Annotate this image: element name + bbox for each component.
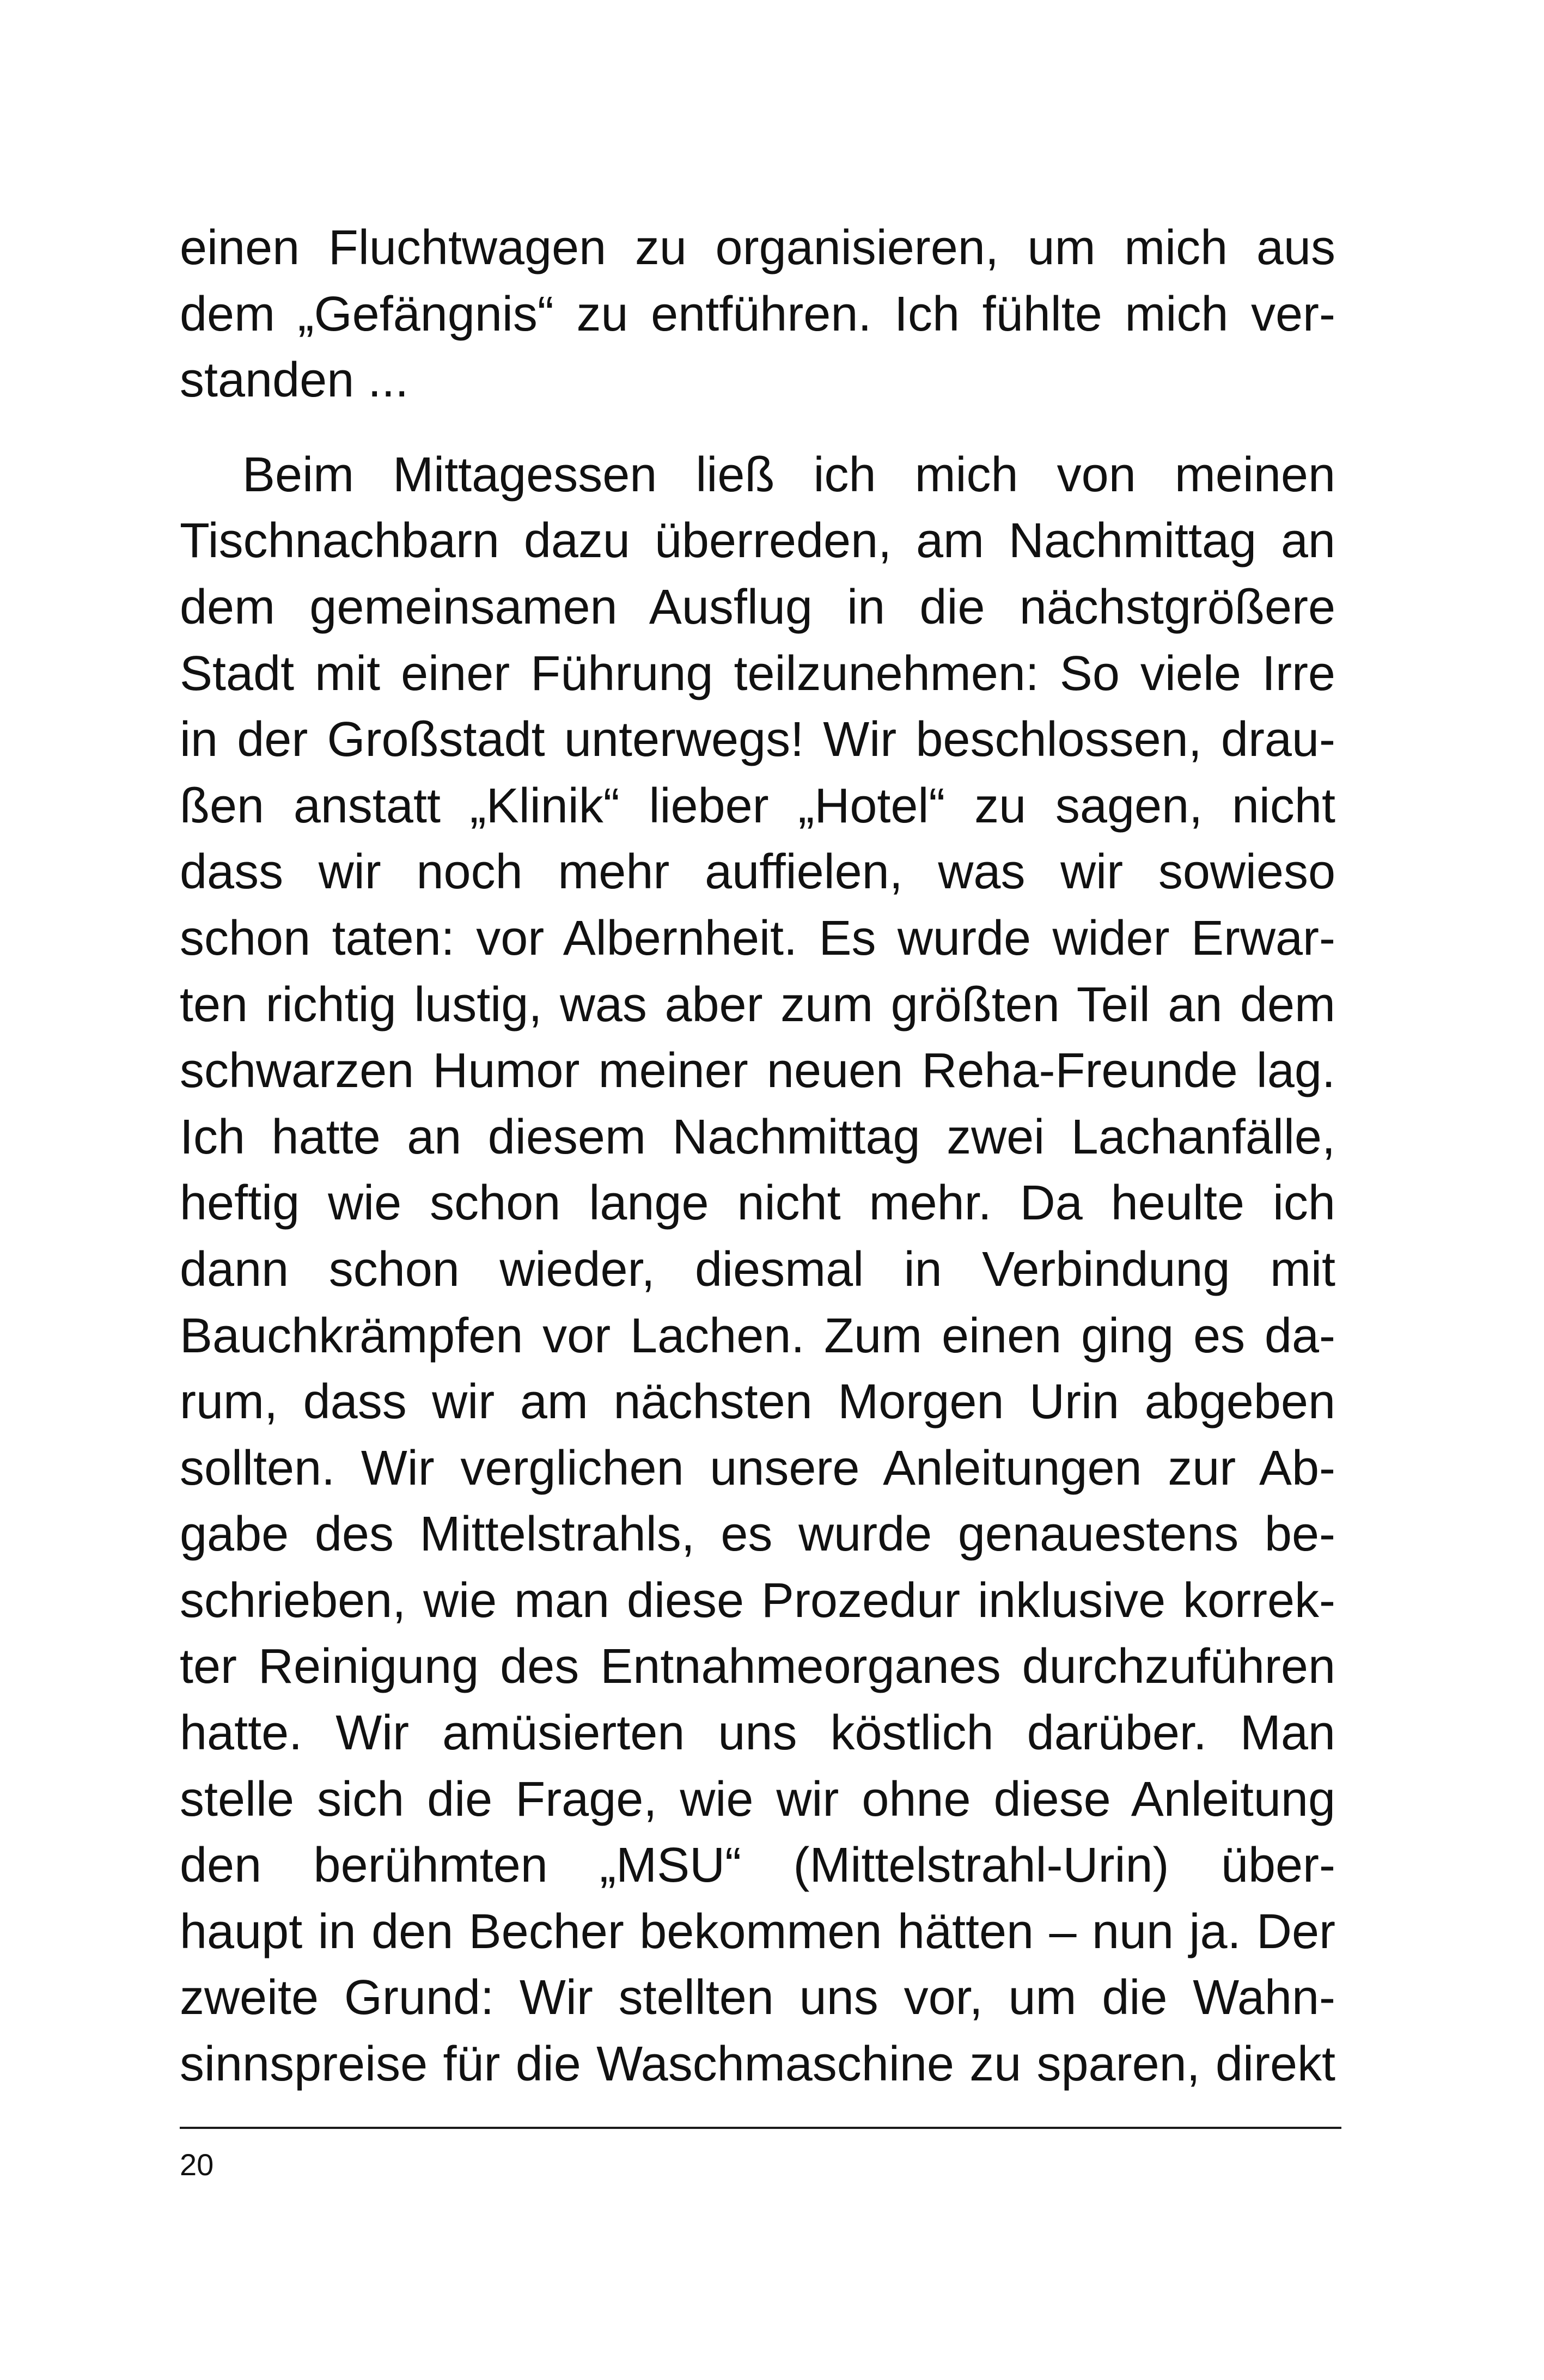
text-line: stelle sich die Frage, wie wir ohne diese Anleitung [180, 1772, 1335, 1827]
text-line: gabe des Mittelstrahls, es wurde genauestens be- [180, 1507, 1335, 1562]
body-text [180, 215, 1335, 2098]
text-line: dann schon wieder, diesmal in Verbindung mit [180, 1242, 1335, 1297]
text-line: hatte. Wir amüsierten uns köstlich darüber. Man [180, 1706, 1335, 1761]
paragraph-gap [180, 414, 1335, 442]
text-line: dem gemeinsamen Ausflug in die nächstgrößere [180, 579, 1335, 634]
footer-rule [180, 2127, 1341, 2129]
text-line: Beim Mittagessen ließ ich mich von meinen [242, 447, 1335, 502]
text-line: zweite Grund: Wir stellten uns vor, um die Wahn- [180, 1970, 1335, 2025]
text-line: schon taten: vor Albernheit. Es wurde wider Erwar- [180, 911, 1335, 966]
text-line: ßen anstatt „Klinik“ lieber „Hotel“ zu sagen, nicht [180, 778, 1335, 833]
text-line: schrieben, wie man diese Prozedur inklusive korrek- [180, 1573, 1335, 1628]
text-line: ten richtig lustig, was aber zum größten Teil an dem [180, 977, 1335, 1032]
page-number: 20 [180, 2147, 214, 2182]
text-line: Tischnachbarn dazu überreden, am Nachmittag an [180, 514, 1335, 569]
text-line: den berühmten „MSU“ (Mittelstrahl-Urin) über- [180, 1838, 1335, 1893]
text-line: Stadt mit einer Führung teilzunehmen: So viele Irre [180, 646, 1335, 701]
text-line: ter Reinigung des Entnahmeorganes durchzuführen [180, 1639, 1335, 1694]
text-line: standen ... [180, 353, 409, 408]
text-line: Bauchkrämpfen vor Lachen. Zum einen ging es da- [180, 1308, 1335, 1363]
text-line: dass wir noch mehr auffielen, was wir sowieso [180, 845, 1335, 900]
text-line: rum, dass wir am nächsten Morgen Urin abgeben [180, 1375, 1335, 1430]
text-line: einen Fluchtwagen zu organisieren, um mich aus [180, 221, 1335, 275]
text-line: Ich hatte an diesem Nachmittag zwei Lachanfälle, [180, 1109, 1335, 1164]
text-line: sinnspreise für die Waschmaschine zu sparen, direkt [180, 2037, 1335, 2092]
text-line: in der Großstadt unterwegs! Wir beschlossen, drau- [180, 712, 1335, 767]
text-line: haupt in den Becher bekommen hätten – nun ja. Der [180, 1904, 1335, 1959]
text-line: dem „Gefängnis“ zu entführen. Ich fühlte mich ver- [180, 286, 1335, 341]
text-line: schwarzen Humor meiner neuen Reha-Freunde lag. [180, 1043, 1335, 1099]
text-line: sollten. Wir verglichen unsere Anleitungen zur Ab- [180, 1441, 1335, 1496]
text-line: heftig wie schon lange nicht mehr. Da heulte ich [180, 1176, 1335, 1231]
